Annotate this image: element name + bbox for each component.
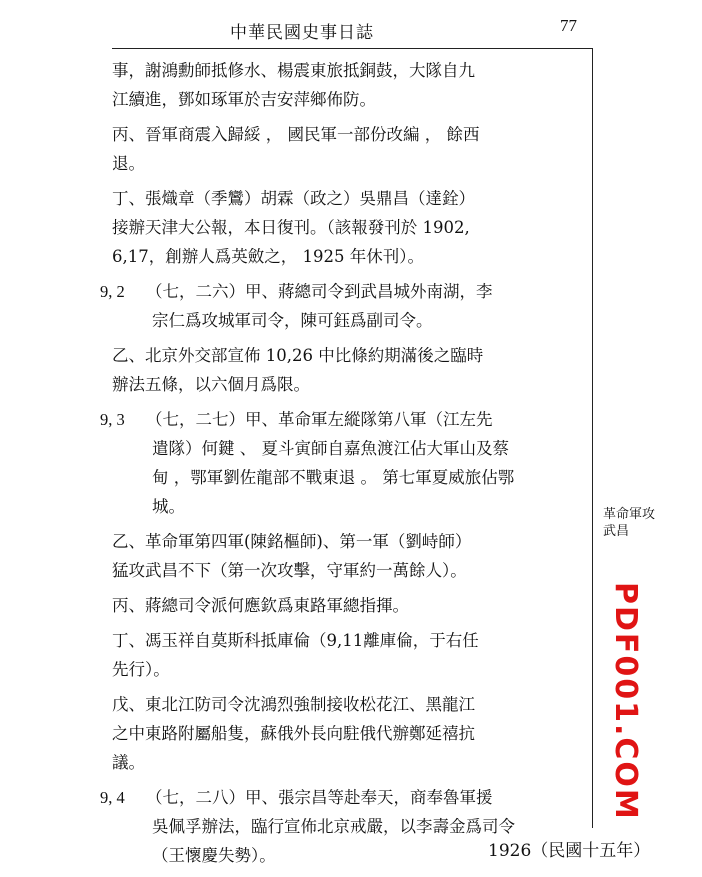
- watermark: PDF001.COM: [608, 582, 643, 821]
- entry-line: （王懷慶失勢）。: [152, 846, 276, 865]
- diary-entry: [112, 56, 586, 114]
- entry-line: 丁、馮玉祥自莫斯科抵庫倫（9,11離庫倫，于右任: [112, 631, 479, 650]
- entry-date: 9, 4: [100, 788, 125, 807]
- entry-line: 先行）。: [112, 660, 170, 679]
- page-footer: 1926（民國十五年）: [488, 841, 651, 861]
- header-rule: [112, 48, 592, 49]
- entry-line: 城。: [152, 497, 185, 516]
- entry-line: （七，二七）甲、革命軍左縱隊第八軍（江左先: [146, 410, 493, 429]
- diary-entry: [112, 626, 586, 684]
- entry-line: （七，二八）甲、張宗昌等赴奉天，商奉魯軍援: [146, 788, 493, 807]
- margin-rule: [592, 48, 593, 828]
- diary-entry: [112, 591, 586, 620]
- entry-line: 丁、張熾章（季鸞）胡霖（政之）吳鼎昌（達銓）: [112, 189, 475, 208]
- entry-date: 9, 2: [100, 282, 125, 301]
- diary-entry: [100, 405, 586, 521]
- main-text: [100, 56, 586, 870]
- page-header-title: 中華民國史事日誌: [230, 23, 374, 43]
- entry-line: 乙、革命軍第四軍(陳銘樞師)、第一軍（劉峙師）: [112, 532, 472, 551]
- entry-line: 事，謝鴻勳師抵修水、楊震東旅抵銅鼓，大隊自九: [112, 61, 475, 80]
- entry-date: 9, 3: [100, 410, 125, 429]
- entry-line: 吳佩孚辦法，臨行宣佈北京戒嚴，以李壽金爲司令: [152, 817, 515, 836]
- diary-entry: [112, 690, 586, 777]
- margin-note-line: 武昌: [603, 524, 630, 539]
- entry-line: 乙、北京外交部宣佈 10,26 中比條約期滿後之臨時: [112, 346, 484, 365]
- entry-line: 甸 ，鄂軍劉佐龍部不戰東退 。 第七軍夏威旅佔鄂: [152, 468, 515, 487]
- margin-note-line: 革命軍攻: [603, 507, 656, 522]
- diary-entry: [100, 277, 586, 335]
- entry-line: 辦法五條，以六個月爲限。: [112, 375, 310, 394]
- diary-entry: [112, 527, 586, 585]
- page-number: 77: [560, 16, 577, 35]
- entry-line: 宗仁爲攻城軍司令，陳可鈺爲副司令。: [152, 311, 433, 330]
- diary-entry: [112, 341, 586, 399]
- margin-note: [603, 506, 673, 540]
- entry-line: 猛攻武昌不下（第一次攻擊，守軍約一萬餘人）。: [112, 561, 467, 580]
- entry-line: 丙、晉軍商震入歸綏 ， 國民軍一部份改編 ， 餘西: [112, 125, 480, 144]
- entry-line: 丙、蔣總司令派何應欽爲東路軍總指揮。: [112, 596, 409, 615]
- diary-entry: [112, 184, 586, 271]
- entry-line: 6,17，創辦人爲英斂之， 1925 年休刊）。: [112, 247, 424, 266]
- diary-entry: [112, 120, 586, 178]
- entry-line: 遣隊）何鍵 、 夏斗寅師自嘉魚渡江佔大軍山及蔡: [152, 439, 509, 458]
- entry-line: 江續進，鄧如琢軍於吉安萍鄉佈防。: [112, 90, 376, 109]
- entry-line: 接辦天津大公報，本日復刊。（該報發刊於 1902,: [112, 218, 470, 237]
- entry-line: 議。: [112, 753, 145, 772]
- entry-line: 退。: [112, 154, 145, 173]
- entry-line: （七，二六）甲、蔣總司令到武昌城外南湖，李: [146, 282, 493, 301]
- entry-line: 之中東路附屬船隻，蘇俄外長向駐俄代辦鄭延禧抗: [112, 724, 475, 743]
- entry-line: 戊、東北江防司令沈鴻烈強制接收松花江、黑龍江: [112, 695, 475, 714]
